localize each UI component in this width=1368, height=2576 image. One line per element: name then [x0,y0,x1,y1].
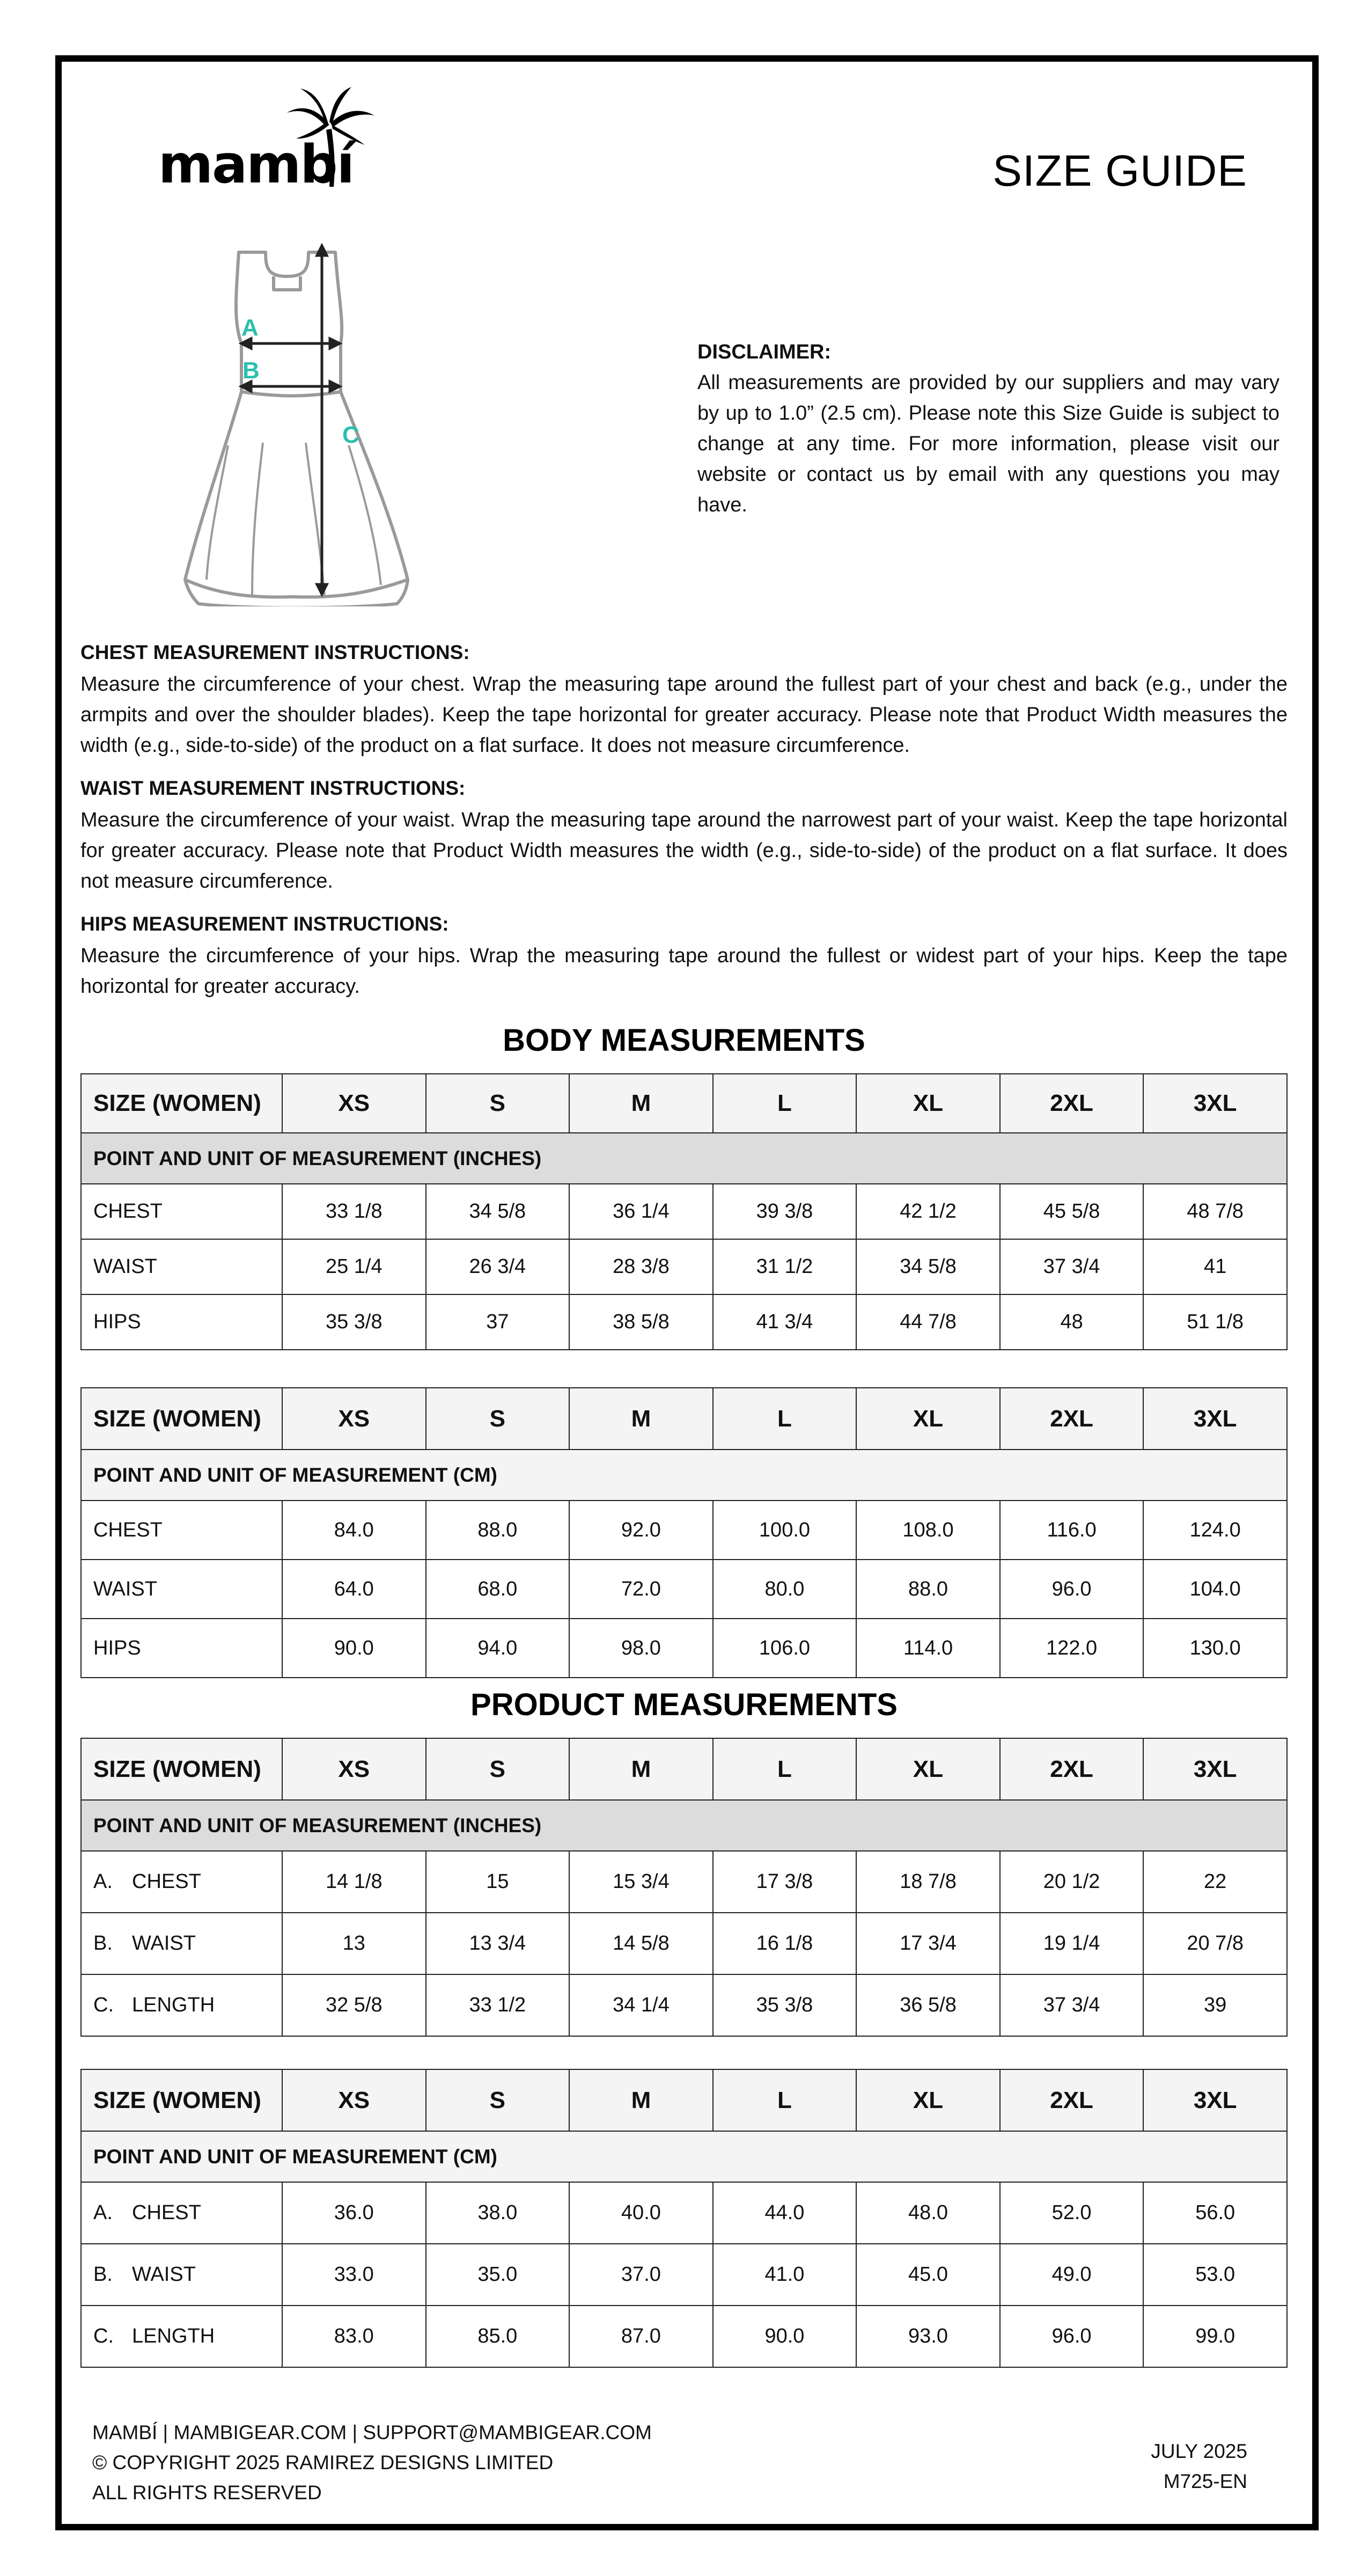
size-column-header: S [426,2069,570,2131]
waist-instructions-text: Measure the circumference of your waist. Wrap the measuring tape around the narrowest part of your waist. Keep the tape horizontal for greater accuracy. Please note that Product Width measures the width (e.g., side-to-side) of the product on a flat surface. It does not measure circumference. [80,809,1288,892]
measurement-value: 36 1/4 [569,1184,713,1239]
measurement-value: 37 [426,1294,570,1350]
measurement-label: LENGTH [132,1994,215,2016]
measurement-value: 122.0 [1000,1619,1144,1678]
measurement-value: 16 1/8 [713,1913,857,1974]
body-measurements-title: BODY MEASUREMENTS [503,1023,865,1058]
unit-row [81,1133,1287,1184]
measurement-label: HIPS [93,1311,141,1333]
measurement-value: 38 5/8 [569,1294,713,1350]
size-header-cell: SIZE (WOMEN) [81,1074,282,1133]
table-header-row [81,2069,1287,2131]
measurement-value: 64.0 [282,1560,426,1619]
measurement-value: 124.0 [1143,1501,1287,1560]
measurement-letter: A. [93,1870,113,1893]
measurement-value: 37.0 [569,2244,713,2306]
measurement-value: 85.0 [426,2306,570,2367]
measurement-value: 53.0 [1143,2244,1287,2306]
measurement-value: 13 3/4 [426,1913,570,1974]
measurement-value: 34 5/8 [856,1239,1000,1294]
measurement-label: HIPS [93,1636,141,1659]
measurement-value: 87.0 [569,2306,713,2367]
size-column-header: XL [856,1388,1000,1450]
measurement-letter: A. [93,2201,113,2224]
waist-instructions-heading: WAIST MEASUREMENT INSTRUCTIONS: [80,777,466,799]
measurement-value: 94.0 [426,1619,570,1678]
table-row [81,2182,1287,2244]
footer-right [1151,2436,1247,2497]
hips-instructions-heading: HIPS MEASUREMENT INSTRUCTIONS: [80,913,449,935]
measurement-value: 41 [1143,1239,1287,1294]
page-title: SIZE GUIDE [992,147,1247,195]
measurement-label-cell [81,1560,282,1619]
size-column-header: XL [856,1738,1000,1800]
measurement-value: 100.0 [713,1501,857,1560]
diagram-label-b: B [242,357,260,384]
measurement-value: 80.0 [713,1560,857,1619]
measurement-label: CHEST [132,1870,201,1893]
size-column-header: M [569,1074,713,1133]
measurement-label: CHEST [93,1518,163,1541]
measurement-value: 31 1/2 [713,1239,857,1294]
measurement-value: 90.0 [713,2306,857,2367]
unit-row [81,1800,1287,1851]
product-cm-table [80,2069,1288,2368]
measurement-value: 36.0 [282,2182,426,2244]
measurement-value: 41 3/4 [713,1294,857,1350]
measurement-value: 26 3/4 [426,1239,570,1294]
table-row [81,2306,1287,2367]
footer-code: M725-EN [1163,2470,1247,2492]
size-column-header: L [713,1074,857,1133]
diagram-label-c: C [342,422,359,448]
measurement-value: 68.0 [426,1560,570,1619]
measurement-value: 83.0 [282,2306,426,2367]
measurement-value: 13 [282,1913,426,1974]
size-column-header: XL [856,2069,1000,2131]
size-header-cell: SIZE (WOMEN) [81,2069,282,2131]
measurement-letter: C. [93,2325,114,2347]
measurement-value: 33 1/8 [282,1184,426,1239]
measurement-instructions [80,641,1288,1018]
footer-left [92,2418,652,2508]
footer-contact: MAMBÍ | MAMBIGEAR.COM | SUPPORT@MAMBIGEAR.COM [92,2421,652,2443]
measurement-value: 42 1/2 [856,1184,1000,1239]
measurement-value: 18 7/8 [856,1851,1000,1913]
measurement-value: 104.0 [1143,1560,1287,1619]
measurement-value: 114.0 [856,1619,1000,1678]
measurement-label-cell [81,2244,282,2306]
measurement-value: 39 [1143,1974,1287,2036]
measurement-value: 20 7/8 [1143,1913,1287,1974]
measurement-value: 14 1/8 [282,1851,426,1913]
measurement-label-cell [81,1974,282,2036]
size-column-header: L [713,1388,857,1450]
size-column-header: S [426,1388,570,1450]
measurement-label: WAIST [132,1932,196,1955]
measurement-label: WAIST [132,2263,196,2286]
measurement-value: 96.0 [1000,2306,1144,2367]
measurement-label-cell [81,1239,282,1294]
unit-label: POINT AND UNIT OF MEASUREMENT (CM) [81,2131,1287,2182]
measurement-value: 15 [426,1851,570,1913]
measurement-value: 99.0 [1143,2306,1287,2367]
unit-row [81,1450,1287,1501]
measurement-value: 51 1/8 [1143,1294,1287,1350]
disclaimer-text: All measurements are provided by our suppliers and may vary by up to 1.0” (2.5 cm). Please note this Size Guide is subject to change at any time. For more information, please visit our website or contact us by email with any questions you may have. [697,371,1279,516]
size-column-header: 2XL [1000,1738,1144,1800]
footer-date: JULY 2025 [1151,2440,1247,2462]
measurement-label: CHEST [93,1200,163,1223]
measurement-label-cell [81,1501,282,1560]
unit-label: POINT AND UNIT OF MEASUREMENT (INCHES) [81,1800,1287,1851]
measurement-value: 33 1/2 [426,1974,570,2036]
table-row [81,1851,1287,1913]
measurement-value: 34 5/8 [426,1184,570,1239]
unit-row [81,2131,1287,2182]
table-row [81,1619,1287,1678]
measurement-label: WAIST [93,1255,157,1278]
measurement-value: 14 5/8 [569,1913,713,1974]
measurement-value: 44 7/8 [856,1294,1000,1350]
measurement-value: 92.0 [569,1501,713,1560]
size-column-header: 3XL [1143,1074,1287,1133]
measurement-value: 45.0 [856,2244,1000,2306]
product-measurements-title: PRODUCT MEASUREMENTS [470,1687,898,1722]
unit-label: POINT AND UNIT OF MEASUREMENT (CM) [81,1450,1287,1501]
table-row [81,1913,1287,1974]
brand-logo [156,86,381,193]
measurement-value: 41.0 [713,2244,857,2306]
measurement-label: LENGTH [132,2325,215,2347]
measurement-value: 106.0 [713,1619,857,1678]
measurement-value: 37 3/4 [1000,1239,1144,1294]
table-row [81,1294,1287,1350]
diagram-label-a: A [241,314,259,341]
measurement-value: 40.0 [569,2182,713,2244]
table-header-row [81,1738,1287,1800]
size-column-header: L [713,1738,857,1800]
measurement-value: 20 1/2 [1000,1851,1144,1913]
table-row [81,2244,1287,2306]
size-column-header: XS [282,1738,426,1800]
product-inches-table [80,1738,1288,2037]
table-row [81,1239,1287,1294]
measurement-value: 45 5/8 [1000,1184,1144,1239]
measurement-value: 44.0 [713,2182,857,2244]
measurement-value: 36 5/8 [856,1974,1000,2036]
table-row [81,1501,1287,1560]
size-column-header: 3XL [1143,1388,1287,1450]
table-row [81,1974,1287,2036]
size-column-header: L [713,2069,857,2131]
measurement-value: 17 3/8 [713,1851,857,1913]
size-column-header: 2XL [1000,1074,1144,1133]
footer-copyright: © COPYRIGHT 2025 RAMIREZ DESIGNS LIMITED [92,2451,554,2473]
hips-instructions-text: Measure the circumference of your hips. Wrap the measuring tape around the fullest or widest part of your hips. Keep the tape horizontal for greater accuracy. [80,945,1288,998]
chest-instructions-heading: CHEST MEASUREMENT INSTRUCTIONS: [80,641,470,663]
logo-text: mambí [158,134,354,195]
measurement-value: 88.0 [856,1560,1000,1619]
table-header-row [81,1388,1287,1450]
measurement-value: 48 7/8 [1143,1184,1287,1239]
measurement-value: 32 5/8 [282,1974,426,2036]
measurement-value: 35 3/8 [282,1294,426,1350]
measurement-value: 72.0 [569,1560,713,1619]
measurement-label-cell [81,1851,282,1913]
body-inches-table [80,1073,1288,1350]
measurement-value: 35 3/8 [713,1974,857,2036]
measurement-value: 88.0 [426,1501,570,1560]
measurement-value: 48.0 [856,2182,1000,2244]
measurement-letter: B. [93,2263,113,2286]
size-column-header: S [426,1738,570,1800]
measurement-label: CHEST [132,2201,201,2224]
measurement-value: 52.0 [1000,2182,1144,2244]
measurement-letter: B. [93,1932,113,1955]
measurement-value: 96.0 [1000,1560,1144,1619]
measurement-value: 48 [1000,1294,1144,1350]
measurement-label-cell [81,1294,282,1350]
table-row [81,1560,1287,1619]
size-column-header: XS [282,1388,426,1450]
unit-label: POINT AND UNIT OF MEASUREMENT (INCHES) [81,1133,1287,1184]
measurement-value: 56.0 [1143,2182,1287,2244]
measurement-value: 98.0 [569,1619,713,1678]
measurement-value: 22 [1143,1851,1287,1913]
measurement-value: 49.0 [1000,2244,1144,2306]
size-column-header: XS [282,2069,426,2131]
size-column-header: 3XL [1143,1738,1287,1800]
size-column-header: 2XL [1000,2069,1144,2131]
measurement-value: 33.0 [282,2244,426,2306]
measurement-value: 38.0 [426,2182,570,2244]
size-column-header: XS [282,1074,426,1133]
measurement-value: 34 1/4 [569,1974,713,2036]
measurement-value: 90.0 [282,1619,426,1678]
measurement-value: 130.0 [1143,1619,1287,1678]
table-header-row [81,1074,1287,1133]
size-column-header: 3XL [1143,2069,1287,2131]
measurement-value: 84.0 [282,1501,426,1560]
size-column-header: M [569,2069,713,2131]
chest-instructions-text: Measure the circumference of your chest. Wrap the measuring tape around the fullest part of your chest and back (e.g., under the armpits and over the shoulder blades). Keep the tape horizontal for greater accuracy. Please note that Product Width measures the width (e.g., side-to-side) of the product on a flat surface. It does not measure circumference. [80,673,1288,757]
size-column-header: XL [856,1074,1000,1133]
measurement-label-cell [81,1184,282,1239]
disclaimer [697,337,1279,521]
table-row [81,1184,1287,1239]
measurement-value: 25 1/4 [282,1239,426,1294]
measurement-value: 108.0 [856,1501,1000,1560]
measurement-value: 35.0 [426,2244,570,2306]
measurement-label-cell [81,2182,282,2244]
size-header-cell: SIZE (WOMEN) [81,1738,282,1800]
size-column-header: M [569,1738,713,1800]
measurement-value: 28 3/8 [569,1239,713,1294]
measurement-value: 15 3/4 [569,1851,713,1913]
measurement-letter: C. [93,1994,114,2016]
measurement-value: 17 3/4 [856,1913,1000,1974]
measurement-value: 116.0 [1000,1501,1144,1560]
measurement-value: 39 3/8 [713,1184,857,1239]
size-column-header: S [426,1074,570,1133]
measurement-value: 19 1/4 [1000,1913,1144,1974]
size-column-header: M [569,1388,713,1450]
body-cm-table [80,1387,1288,1678]
measurement-value: 37 3/4 [1000,1974,1144,2036]
disclaimer-heading: DISCLAIMER: [697,341,832,363]
size-header-cell: SIZE (WOMEN) [81,1388,282,1450]
dress-diagram [177,236,418,606]
size-column-header: 2XL [1000,1388,1144,1450]
measurement-label-cell [81,1913,282,1974]
footer-rights: ALL RIGHTS RESERVED [92,2482,322,2504]
measurement-value: 93.0 [856,2306,1000,2367]
measurement-label: WAIST [93,1577,157,1600]
measurement-label-cell [81,1619,282,1678]
measurement-label-cell [81,2306,282,2367]
